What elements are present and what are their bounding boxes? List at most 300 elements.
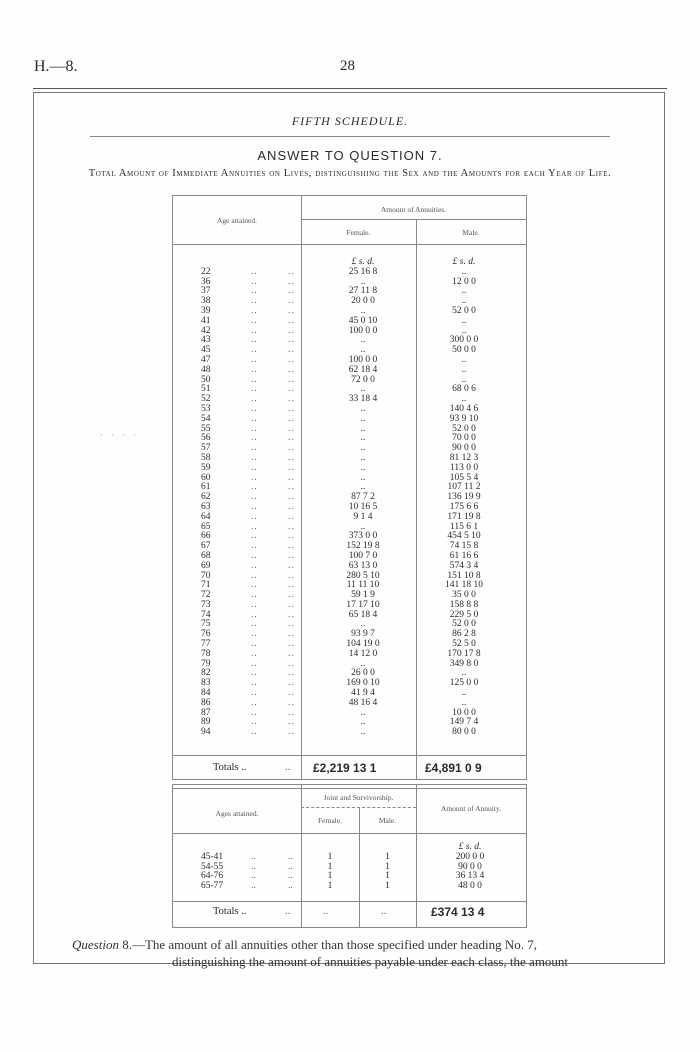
ages-cell: 54-55	[201, 861, 224, 872]
male-amount: 50 0 0	[452, 345, 476, 356]
dot-leader: ..	[251, 697, 258, 708]
dot-leader: ..	[251, 861, 256, 872]
ages-cell: 64-76	[201, 871, 224, 882]
dot-leader: ..	[288, 345, 295, 356]
age-cell: 51	[201, 384, 211, 395]
female-amount: ..	[360, 452, 366, 463]
dot-leader: ..	[251, 639, 258, 650]
dot-leader: ..	[251, 276, 258, 287]
age-cell: 54	[201, 413, 211, 424]
male-amount: 70 0 0	[452, 433, 476, 444]
unit-male: £ s. d.	[452, 257, 476, 267]
male-amount: ..	[461, 688, 467, 699]
header-age-attained: Age attained.	[217, 216, 257, 225]
female-amount: 72 0 0	[351, 374, 375, 385]
dot-leader: ..	[288, 276, 295, 287]
male-amount: ..	[461, 374, 467, 385]
header-bottom-rule-2	[173, 833, 526, 834]
age-cell: 72	[201, 590, 211, 601]
dot-leader: ..	[251, 717, 258, 728]
dot-leader: ..	[288, 609, 295, 620]
dot-leader: ..	[251, 423, 258, 434]
female-amount: 87 7 2	[351, 492, 375, 503]
dot-leader: ..	[288, 590, 295, 601]
dot-leader: ..	[251, 570, 258, 581]
male-amount: 86 2 8	[452, 629, 476, 640]
female-amount: 100 7 0	[348, 550, 378, 561]
age-cell: 41	[201, 315, 211, 326]
dot-leader: ..	[251, 452, 258, 463]
total-male-2: ..	[381, 906, 387, 917]
sub-heading: Total Amount of Immediate Annuities on Lives, distinguishing the Sex and the Amounts for each Year of Life.	[88, 168, 612, 179]
dot-leader: ..	[251, 599, 258, 610]
male-amount: ..	[461, 394, 467, 405]
male-amount: 171 19 8	[447, 511, 481, 522]
dot-leader: ..	[251, 560, 258, 571]
age-cell: 63	[201, 501, 211, 512]
dot-leader: ..	[288, 413, 295, 424]
male-amount: 52 0 0	[452, 423, 476, 434]
total-male: £4,891 0 9	[425, 761, 482, 775]
age-cell: 69	[201, 560, 211, 571]
female-amount: ..	[360, 443, 366, 454]
female-count: 1	[327, 871, 333, 882]
header-amount-of-annuity: Amount of Annuity.	[440, 804, 502, 813]
table-row	[173, 366, 526, 376]
female-amount: 59 1 9	[351, 590, 375, 601]
dot-leader: ..	[288, 560, 295, 571]
dot-leader: ..	[251, 364, 258, 375]
dot-leader: ..	[251, 482, 258, 493]
male-amount: 35 0 0	[452, 590, 476, 601]
male-amount: 229 5 0	[449, 609, 479, 620]
dot-leader: ..	[288, 364, 295, 375]
question-line-2: distinguishing the amount of annuities payable under each class, the amount	[172, 954, 569, 969]
female-amount: ..	[360, 521, 366, 532]
female-amount: 100 0 0	[348, 354, 378, 365]
male-count: 1	[385, 861, 390, 872]
annuities-rows	[173, 258, 526, 738]
dot-leader: ..	[251, 403, 258, 414]
male-amount: 141 18 10	[445, 580, 483, 591]
ages-cell: 45-41	[201, 851, 224, 862]
female-amount: 10 16 5	[348, 501, 378, 512]
header-joint-survivorship: Joint and Survivorship.	[323, 793, 394, 802]
dot-leader: ..	[288, 570, 295, 581]
age-cell: 68	[201, 550, 211, 561]
male-amount: 175 6 6	[449, 501, 479, 512]
age-cell: 39	[201, 305, 211, 316]
dot-leader: ..	[288, 286, 295, 297]
male-amount: 136 19 9	[447, 492, 481, 503]
totals-dots: ..	[285, 762, 291, 773]
male-amount: 80 0 0	[452, 727, 476, 738]
male-amount: ..	[461, 364, 467, 375]
female-amount: 152 19 8	[346, 541, 380, 552]
dot-leader: ..	[288, 394, 295, 405]
female-amount: ..	[360, 384, 366, 395]
age-cell: 57	[201, 443, 211, 454]
dot-leader: ..	[288, 443, 295, 454]
dot-leader: ..	[251, 354, 258, 365]
dot-leader: ..	[251, 374, 258, 385]
dot-leader: ..	[288, 354, 295, 365]
dot-leader: ..	[288, 492, 295, 503]
female-amount: ..	[360, 619, 366, 630]
age-cell: 74	[201, 609, 211, 620]
dot-leader: ..	[251, 609, 258, 620]
question-8-text	[72, 936, 632, 970]
age-cell: 59	[201, 462, 211, 473]
dot-leader: ..	[288, 668, 295, 679]
female-amount: 27 11 8	[348, 286, 378, 297]
age-cell: 78	[201, 648, 211, 659]
male-amount: 52 0 0	[452, 305, 476, 316]
age-cell: 94	[201, 727, 211, 738]
dot-leader: ..	[288, 697, 295, 708]
annuity-amount: 36 13 4	[455, 871, 485, 882]
dot-leader: ..	[251, 688, 258, 699]
age-cell: 65	[201, 521, 211, 532]
female-amount: ..	[360, 482, 366, 493]
answer-heading: ANSWER TO QUESTION 7.	[257, 148, 443, 163]
totals-label-2: Totals ..	[213, 906, 247, 917]
female-amount: 11 11 10	[346, 580, 380, 591]
dot-leader: ..	[288, 580, 295, 591]
dot-leader: ..	[251, 335, 258, 346]
female-amount: ..	[360, 413, 366, 424]
title-rule	[90, 136, 610, 137]
female-amount: 62 18 4	[348, 364, 378, 375]
female-amount: 20 0 0	[351, 296, 375, 307]
header-male-2: Male.	[378, 816, 397, 825]
dot-leader: ..	[288, 472, 295, 483]
female-amount: ..	[360, 276, 366, 287]
female-amount: 169 0 10	[346, 678, 380, 689]
age-cell: 64	[201, 511, 211, 522]
age-cell: 84	[201, 688, 211, 699]
dot-leader: ..	[251, 315, 258, 326]
age-cell: 82	[201, 668, 211, 679]
dot-leader: ..	[251, 871, 256, 882]
male-amount: 113 0 0	[449, 462, 479, 473]
female-amount: 14 12 0	[348, 648, 378, 659]
age-cell: 66	[201, 531, 211, 542]
dot-leader: ..	[288, 599, 295, 610]
age-cell: 42	[201, 325, 211, 336]
male-amount: 115 6 1	[449, 521, 479, 532]
table-row	[173, 882, 526, 892]
age-cell: 89	[201, 717, 211, 728]
female-amount: 45 0 10	[348, 315, 378, 326]
dot-leader: ..	[251, 619, 258, 630]
male-amount: ..	[461, 697, 467, 708]
dot-leader: ..	[288, 717, 295, 728]
age-cell: 22	[201, 266, 211, 277]
total-amount-2: £374 13 4	[431, 905, 485, 919]
dot-leader: ..	[251, 658, 258, 669]
female-amount: 41 9 4	[351, 688, 375, 699]
male-amount: 74 15 8	[449, 541, 479, 552]
age-cell: 52	[201, 394, 211, 405]
female-amount: 63 13 0	[348, 560, 378, 571]
age-cell: 56	[201, 433, 211, 444]
male-amount: ..	[461, 325, 467, 336]
dot-leader: ..	[251, 443, 258, 454]
male-amount: 12 0 0	[452, 276, 476, 287]
age-cell: 60	[201, 472, 211, 483]
female-amount: 373 0 0	[348, 531, 378, 542]
question-line-1: 8.—The amount of all annuities other than those specified under heading No. 7,	[118, 937, 538, 952]
ages-cell: 65-77	[201, 881, 224, 892]
totals-rule	[173, 755, 526, 756]
dot-leader: ..	[251, 433, 258, 444]
female-amount: ..	[360, 658, 366, 669]
joint-rows	[173, 843, 526, 892]
annuity-amount: 48 0 0	[458, 881, 482, 892]
dot-leader: ..	[288, 482, 295, 493]
age-cell: 53	[201, 403, 211, 414]
dot-leader: ..	[288, 266, 295, 277]
unit-female: £ s. d.	[351, 257, 375, 267]
male-amount: 90 0 0	[452, 443, 476, 454]
female-amount: ..	[360, 707, 366, 718]
male-amount: ..	[461, 266, 467, 277]
male-amount: 158 8 8	[449, 599, 479, 610]
dot-leader: ..	[251, 550, 258, 561]
male-amount: 140 4 6	[449, 403, 479, 414]
male-amount: ..	[461, 354, 467, 365]
age-cell: 50	[201, 374, 211, 385]
dot-leader: ..	[288, 688, 295, 699]
dot-leader: ..	[251, 648, 258, 659]
female-amount: ..	[360, 345, 366, 356]
age-cell: 61	[201, 482, 211, 493]
male-amount: 10 0 0	[452, 707, 476, 718]
age-cell: 79	[201, 658, 211, 669]
male-amount: 61 16 6	[449, 550, 479, 561]
totals-dots-2: ..	[285, 906, 291, 917]
age-cell: 75	[201, 619, 211, 630]
dot-leader: ..	[251, 511, 258, 522]
dot-leader: ..	[251, 472, 258, 483]
age-cell: 47	[201, 354, 211, 365]
dot-leader: ..	[251, 462, 258, 473]
dot-leader: ..	[288, 881, 293, 892]
male-amount: 81 12 3	[449, 452, 479, 463]
header-male: Male.	[462, 228, 480, 237]
male-amount: ..	[461, 286, 467, 297]
dot-leader: ..	[251, 305, 258, 316]
dot-leader: ..	[251, 345, 258, 356]
female-amount: 25 16 8	[348, 266, 378, 277]
female-amount: 93 9 7	[351, 629, 375, 640]
dot-leader: ..	[251, 881, 256, 892]
dot-leader: ..	[251, 727, 258, 738]
female-amount: ..	[360, 727, 366, 738]
dot-leader: ..	[251, 668, 258, 679]
age-cell: 48	[201, 364, 211, 375]
dot-leader: ..	[251, 266, 258, 277]
age-cell: 55	[201, 423, 211, 434]
age-cell: 45	[201, 345, 211, 356]
dot-leader: ..	[251, 413, 258, 424]
document-code: H.—8.	[34, 58, 78, 75]
male-amount: 125 0 0	[449, 678, 479, 689]
dot-leader: ..	[251, 296, 258, 307]
amount-header-rule	[301, 219, 526, 220]
total-female-2: ..	[323, 906, 329, 917]
dot-leader: ..	[288, 325, 295, 336]
female-amount: ..	[360, 462, 366, 473]
age-cell: 86	[201, 697, 211, 708]
dot-leader: ..	[288, 511, 295, 522]
age-cell: 76	[201, 629, 211, 640]
male-amount: 52 0 0	[452, 619, 476, 630]
female-amount: ..	[360, 335, 366, 346]
female-amount: 33 18 4	[348, 394, 378, 405]
dot-leader: ..	[251, 501, 258, 512]
dot-leader: ..	[288, 629, 295, 640]
dot-leader: ..	[251, 394, 258, 405]
dot-leader: ..	[288, 374, 295, 385]
male-amount: 349 8 0	[449, 658, 479, 669]
totals-rule-2	[173, 901, 526, 902]
age-cell: 62	[201, 492, 211, 503]
annuities-table	[172, 195, 527, 780]
female-amount: 48 16 4	[348, 697, 378, 708]
dot-leader: ..	[288, 550, 295, 561]
male-amount: 151 10 8	[447, 570, 481, 581]
age-cell: 37	[201, 286, 211, 297]
annuity-amount: 200 0 0	[455, 851, 485, 862]
header-female-2: Female.	[318, 816, 342, 825]
header-ages-attained: Ages attained.	[215, 809, 259, 818]
dot-leader: ..	[288, 658, 295, 669]
dot-leader: ..	[251, 580, 258, 591]
question-label: Question	[72, 937, 119, 952]
dot-leader: ..	[288, 521, 295, 532]
joint-survivorship-table	[172, 784, 527, 928]
female-amount: 100 0 0	[348, 325, 378, 336]
dot-leader: ..	[251, 851, 256, 862]
male-amount: 149 7 4	[449, 717, 479, 728]
female-amount: 17 17 10	[346, 599, 380, 610]
female-amount: 26 0 0	[351, 668, 375, 679]
dot-leader: ..	[288, 315, 295, 326]
dot-leader: ..	[288, 384, 295, 395]
dot-leader: ..	[251, 492, 258, 503]
top-double-rule	[173, 788, 526, 789]
female-amount: ..	[360, 423, 366, 434]
dot-leader: ..	[288, 648, 295, 659]
male-amount: ..	[461, 315, 467, 326]
dot-leader: ..	[288, 403, 295, 414]
female-amount: ..	[360, 305, 366, 316]
female-count: 1	[327, 881, 333, 892]
age-cell: 43	[201, 335, 211, 346]
header-amount-of-annuities: Amount of Annuities.	[380, 205, 447, 214]
unit-amount: £ s. d.	[458, 842, 482, 852]
dot-leader: ..	[251, 541, 258, 552]
dot-leader: ..	[288, 433, 295, 444]
male-amount: ..	[461, 668, 467, 679]
table-row	[173, 679, 526, 689]
dot-leader: ..	[288, 423, 295, 434]
dot-leader: ..	[251, 384, 258, 395]
male-amount: 93 9 10	[449, 413, 479, 424]
female-count: 1	[327, 851, 333, 862]
age-cell: 77	[201, 639, 211, 650]
dot-leader: ..	[288, 335, 295, 346]
dot-leader: ..	[251, 707, 258, 718]
dot-leader: ..	[288, 871, 293, 882]
dot-leader: ..	[251, 521, 258, 532]
dot-leader: ..	[251, 629, 258, 640]
female-amount: ..	[360, 403, 366, 414]
dot-leader: ..	[288, 639, 295, 650]
dot-leader: ..	[288, 531, 295, 542]
dot-leader: ..	[288, 707, 295, 718]
total-female: £2,219 13 1	[313, 761, 377, 775]
female-amount: ..	[360, 433, 366, 444]
dot-leader: ..	[288, 452, 295, 463]
dot-leader: ..	[288, 861, 293, 872]
male-amount: 105 5 4	[449, 472, 479, 483]
age-cell: 70	[201, 570, 211, 581]
female-amount: 9 1 4	[353, 511, 373, 522]
male-amount: 107 11 2	[447, 482, 481, 493]
age-cell: 73	[201, 599, 211, 610]
table-row	[173, 660, 526, 670]
joint-header-rule	[301, 807, 416, 808]
annuity-amount: 90 0 0	[458, 861, 482, 872]
age-cell: 83	[201, 678, 211, 689]
male-count: 1	[385, 881, 390, 892]
age-cell: 71	[201, 580, 211, 591]
male-amount: 454 5 10	[447, 531, 481, 542]
dot-leader: ..	[288, 619, 295, 630]
dot-leader: ..	[288, 305, 295, 316]
age-cell: 58	[201, 452, 211, 463]
female-amount: 104 19 0	[346, 639, 380, 650]
male-amount: 68 0 6	[452, 384, 476, 395]
male-count: 1	[385, 851, 390, 862]
dot-leader: ..	[251, 531, 258, 542]
dot-leader: ..	[288, 541, 295, 552]
male-amount: 52 5 0	[452, 639, 476, 650]
dot-leader: ..	[288, 727, 295, 738]
header-bottom-rule	[173, 244, 526, 245]
age-cell: 67	[201, 541, 211, 552]
age-cell: 36	[201, 276, 211, 287]
dot-leader: ..	[288, 462, 295, 473]
table-row	[173, 287, 526, 297]
female-amount: 280 5 10	[346, 570, 380, 581]
dot-leader: ..	[288, 678, 295, 689]
totals-label: Totals ..	[213, 762, 247, 773]
dot-leader: ..	[288, 296, 295, 307]
dot-leader: ..	[251, 286, 258, 297]
header-rule	[33, 88, 667, 89]
age-cell: 87	[201, 707, 211, 718]
female-amount: ..	[360, 717, 366, 728]
female-amount: ..	[360, 472, 366, 483]
page-number: 28	[340, 58, 355, 74]
female-amount: 65 18 4	[348, 609, 378, 620]
male-amount: 170 17 8	[447, 648, 481, 659]
margin-marks: ····	[100, 430, 144, 440]
